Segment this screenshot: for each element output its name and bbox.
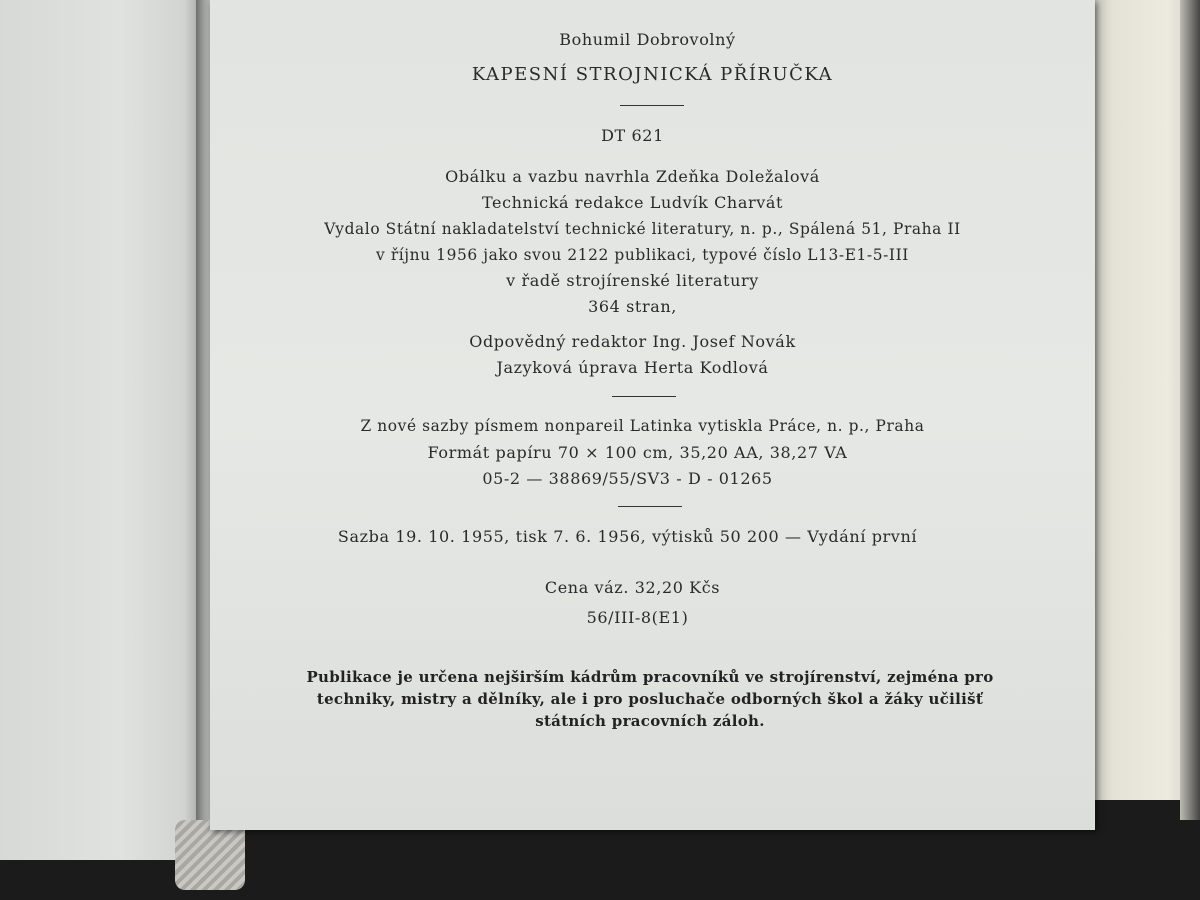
print-dates: Sazba 19. 10. 1955, tisk 7. 6. 1956, výtisků 50 200 — Vydání první <box>337 527 918 546</box>
print-reference: 05-2 — 38869/55/SV3 - D - 01265 <box>482 469 773 488</box>
book-title: KAPESNÍ STROJNICKÁ PŘÍRUČKA <box>471 64 834 85</box>
audience-note-line: státních pracovních záloh. <box>535 712 765 730</box>
responsible-editor: Odpovědný redaktor Ing. Josef Novák <box>469 332 796 351</box>
cloth-binding <box>175 820 245 890</box>
divider-rule <box>618 506 682 507</box>
divider-rule <box>620 105 684 106</box>
paper-format: Formát papíru 70 × 100 cm, 35,20 AA, 38,27 VA <box>427 443 848 462</box>
left-page <box>0 0 200 860</box>
divider-rule <box>612 396 676 397</box>
audience-note <box>250 666 1050 732</box>
page-count: 364 stran, <box>588 297 677 316</box>
credit-series: v řadě strojírenské literatury <box>506 271 759 290</box>
colophon-page <box>210 0 1095 830</box>
print-typesetting: Z nové sazby písmem nonpareil Latinka vytiskla Práce, n. p., Praha <box>360 417 925 435</box>
credit-cover-design: Obálku a vazbu navrhla Zdeňka Doležalová <box>445 167 820 186</box>
audience-note-line: techniky, mistry a dělníky, ale i pro posluchače odborných škol a žáky učilišť <box>316 690 984 708</box>
credit-technical-editor: Technická redakce Ludvík Charvát <box>481 193 784 212</box>
credit-publisher: Vydalo Státní nakladatelství technické literatury, n. p., Spálená 51, Praha II <box>324 220 961 238</box>
audience-note-line: Publikace je určena nejširším kádrům pracovníků ve strojírenství, zejména pro <box>306 668 994 686</box>
book-code: DT 621 <box>601 126 664 145</box>
price: Cena váz. 32,20 Kčs <box>544 578 721 597</box>
language-editor: Jazyková úprava Herta Kodlová <box>496 358 769 377</box>
cover-shadow <box>1180 0 1200 820</box>
catalog-number: 56/III-8(E1) <box>586 608 689 627</box>
credit-publication-date: v říjnu 1956 jako svou 2122 publikaci, typové číslo L13-E1-5-III <box>376 246 909 264</box>
author-name: Bohumil Dobrovolný <box>559 30 736 49</box>
